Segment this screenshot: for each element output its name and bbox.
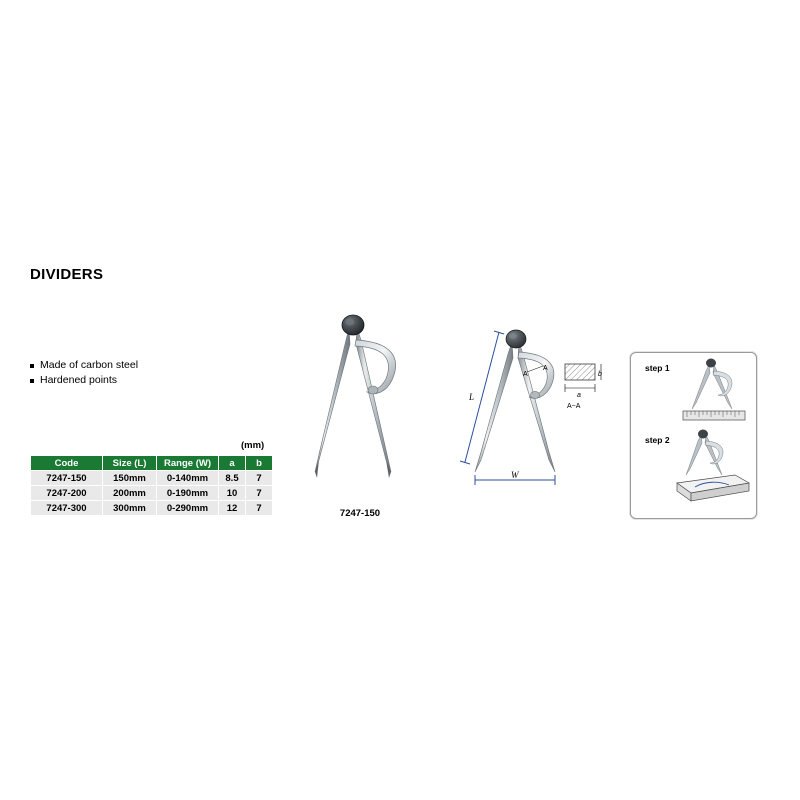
drawing-thumb-screw (531, 391, 540, 398)
specification-table (30, 455, 273, 516)
feature-label: Hardened points (40, 374, 118, 386)
dimension-label-W: W (511, 470, 519, 480)
cell-size: 150mm (103, 471, 157, 486)
divider-left-leg (315, 328, 350, 472)
divider-thumb-screw (368, 386, 378, 394)
cell-b: 7 (246, 486, 273, 501)
usage-steps-box (630, 352, 757, 519)
cell-range: 0-290mm (157, 501, 219, 516)
step1-ruler (683, 411, 745, 420)
step1-knob (706, 359, 716, 368)
section-label-a: a (577, 392, 581, 399)
unit-note: (mm) (241, 440, 265, 451)
cell-code: 7247-150 (31, 471, 103, 486)
cell-code: 7247-200 (31, 486, 103, 501)
step-1-label: step 1 (645, 363, 670, 373)
column-header-a: a (219, 456, 246, 471)
table-header-row (31, 456, 273, 471)
table-row (31, 471, 273, 486)
cell-a: 10 (219, 486, 246, 501)
cell-b: 7 (246, 501, 273, 516)
drawing-hinge-knob (506, 330, 526, 348)
step1-left-leg (692, 365, 710, 409)
list-item (30, 373, 138, 388)
drawing-left-leg (475, 342, 513, 472)
feature-label: Made of carbon steel (40, 359, 139, 371)
column-header-code: Code (31, 456, 103, 471)
column-header-range: Range (W) (157, 456, 219, 471)
step-2-illustration (671, 429, 753, 509)
step-2-label: step 2 (645, 435, 670, 445)
section-marker-right: A (543, 365, 548, 372)
column-header-size: Size (L) (103, 456, 157, 471)
product-photo-dividers (300, 300, 420, 500)
list-item (30, 358, 138, 373)
cell-a: 12 (219, 501, 246, 516)
step2-knob (698, 430, 708, 439)
column-header-b: b (246, 456, 273, 471)
drawing-knob-highlight (509, 333, 517, 339)
section-marker-left: A (523, 371, 528, 378)
knob-highlight (346, 318, 355, 325)
bullet-square-icon (30, 364, 34, 368)
cell-size: 300mm (103, 501, 157, 516)
cell-range: 0-140mm (157, 471, 219, 486)
cross-section-rect (565, 364, 595, 380)
section-label-b: b (598, 371, 602, 378)
product-photo-caption: 7247-150 (339, 508, 381, 519)
feature-list (30, 358, 138, 388)
cell-range: 0-190mm (157, 486, 219, 501)
step-1-illustration (679, 355, 751, 431)
step2-left-leg (686, 435, 702, 475)
section-name-label: A~A (567, 403, 581, 410)
cell-code: 7247-300 (31, 501, 103, 516)
cell-size: 200mm (103, 486, 157, 501)
dimension-drawing (455, 320, 615, 500)
cell-a: 8.5 (219, 471, 246, 486)
table-row (31, 486, 273, 501)
table-row (31, 501, 273, 516)
dimension-label-L: L (469, 392, 475, 402)
bullet-square-icon (30, 379, 34, 383)
cell-b: 7 (246, 471, 273, 486)
page-title: DIVIDERS (30, 266, 104, 283)
section-cut-line (527, 366, 543, 372)
divider-hinge-knob (342, 315, 364, 335)
cross-section (565, 364, 602, 410)
